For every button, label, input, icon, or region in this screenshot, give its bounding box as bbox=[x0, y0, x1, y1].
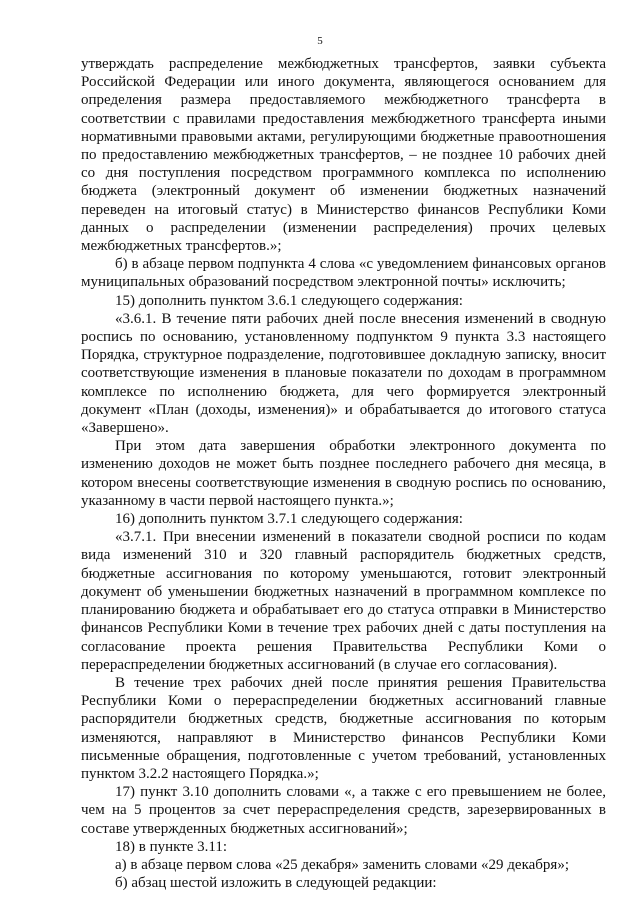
paragraph: 18) в пункте 3.11: bbox=[115, 838, 228, 855]
paragraph: 17) пункт 3.10 дополнить словами «, а также с его превышением не более, чем на 5 процентов за счет перераспределения средств, зарезервированных в составе утвержденных бюджетных ассигнований»; bbox=[81, 784, 606, 837]
paragraph: 16) дополнить пунктом 3.7.1 следующего содержания: bbox=[115, 511, 463, 528]
paragraph: утверждать распределение межбюджетных трансфертов, заявки субъекта Российской Федерации или иного документа, являющегося основанием для определения размера предоставляемого межбюджетного трансферта в соответствии с правилами предоставления межбюджетного трансферта иными нормативными правовыми актами, регулирующими бюджетные правоотношения по предоставлению межбюджетных трансфертов, – не позднее 10 рабочих дней со дня поступления посредством программного комплекса по исполнению бюджета (электронный документ об изменении бюджетных назначений переведен на итоговый статус) в Министерство финансов Республики Коми данных о распределении (изменении распределения) прочих целевых межбюджетных трансфертов.»; bbox=[81, 56, 606, 255]
page-number: 5 bbox=[317, 35, 323, 47]
paragraph: а) в абзаце первом слова «25 декабря» заменить словами «29 декабря»; bbox=[115, 856, 569, 873]
paragraph: «3.6.1. В течение пяти рабочих дней после внесения изменений в сводную роспись по основанию, установленному подпунктом 9 пункта 3.3 настоящего Порядка, структурное подразделение, подготовившее докладную записку, вносит соответствующие изменения в плановые показатели по доходам в программном комплексе по исполнению бюджета, для чего формируется электронный документ «План (доходы, изменения)» и обрабатывается до итогового статуса «Завершено». bbox=[81, 310, 606, 437]
paragraph: При этом дата завершения обработки электронного документа по изменению доходов не может быть позднее последнего рабочего дня месяца, в котором внесены соответствующие изменения в сводную роспись по основанию, указанному в части первой настоящего пункта.»; bbox=[81, 438, 606, 509]
document-body bbox=[81, 55, 606, 892]
paragraph: б) в абзаце первом подпункта 4 слова «с уведомлением финансовых органов муниципальных образований посредством электронной почты» исключить; bbox=[81, 256, 606, 291]
paragraph: 15) дополнить пунктом 3.6.1 следующего содержания: bbox=[115, 292, 463, 309]
paragraph: б) абзац шестой изложить в следующей редакции: bbox=[115, 875, 437, 892]
paragraph: В течение трех рабочих дней после принятия решения Правительства Республики Коми о перераспределении бюджетных ассигнований главные распорядители бюджетных средств, бюджетные ассигнования по которым изменяются, направляют в Министерство финансов Республики Коми письменные обращения, подготовленные с учетом требований, установленных пунктом 3.2.2 настоящего Порядка.»; bbox=[81, 674, 606, 782]
paragraph: «3.7.1. При внесении изменений в показатели сводной росписи по кодам вида изменений 310 и 320 главный распорядитель бюджетных средств, бюджетные ассигнования по которому уменьшаются, готовит электронный документ об уменьшении бюджетных назначений в программном комплексе по планированию бюджета и обрабатывает его до статуса отправки в Министерство финансов Республики Коми в течение трех рабочих дней с даты поступления на согласование проекта решения Правительства Республики Коми о перераспределении бюджетных ассигнований (в случае его согласования). bbox=[81, 529, 606, 673]
